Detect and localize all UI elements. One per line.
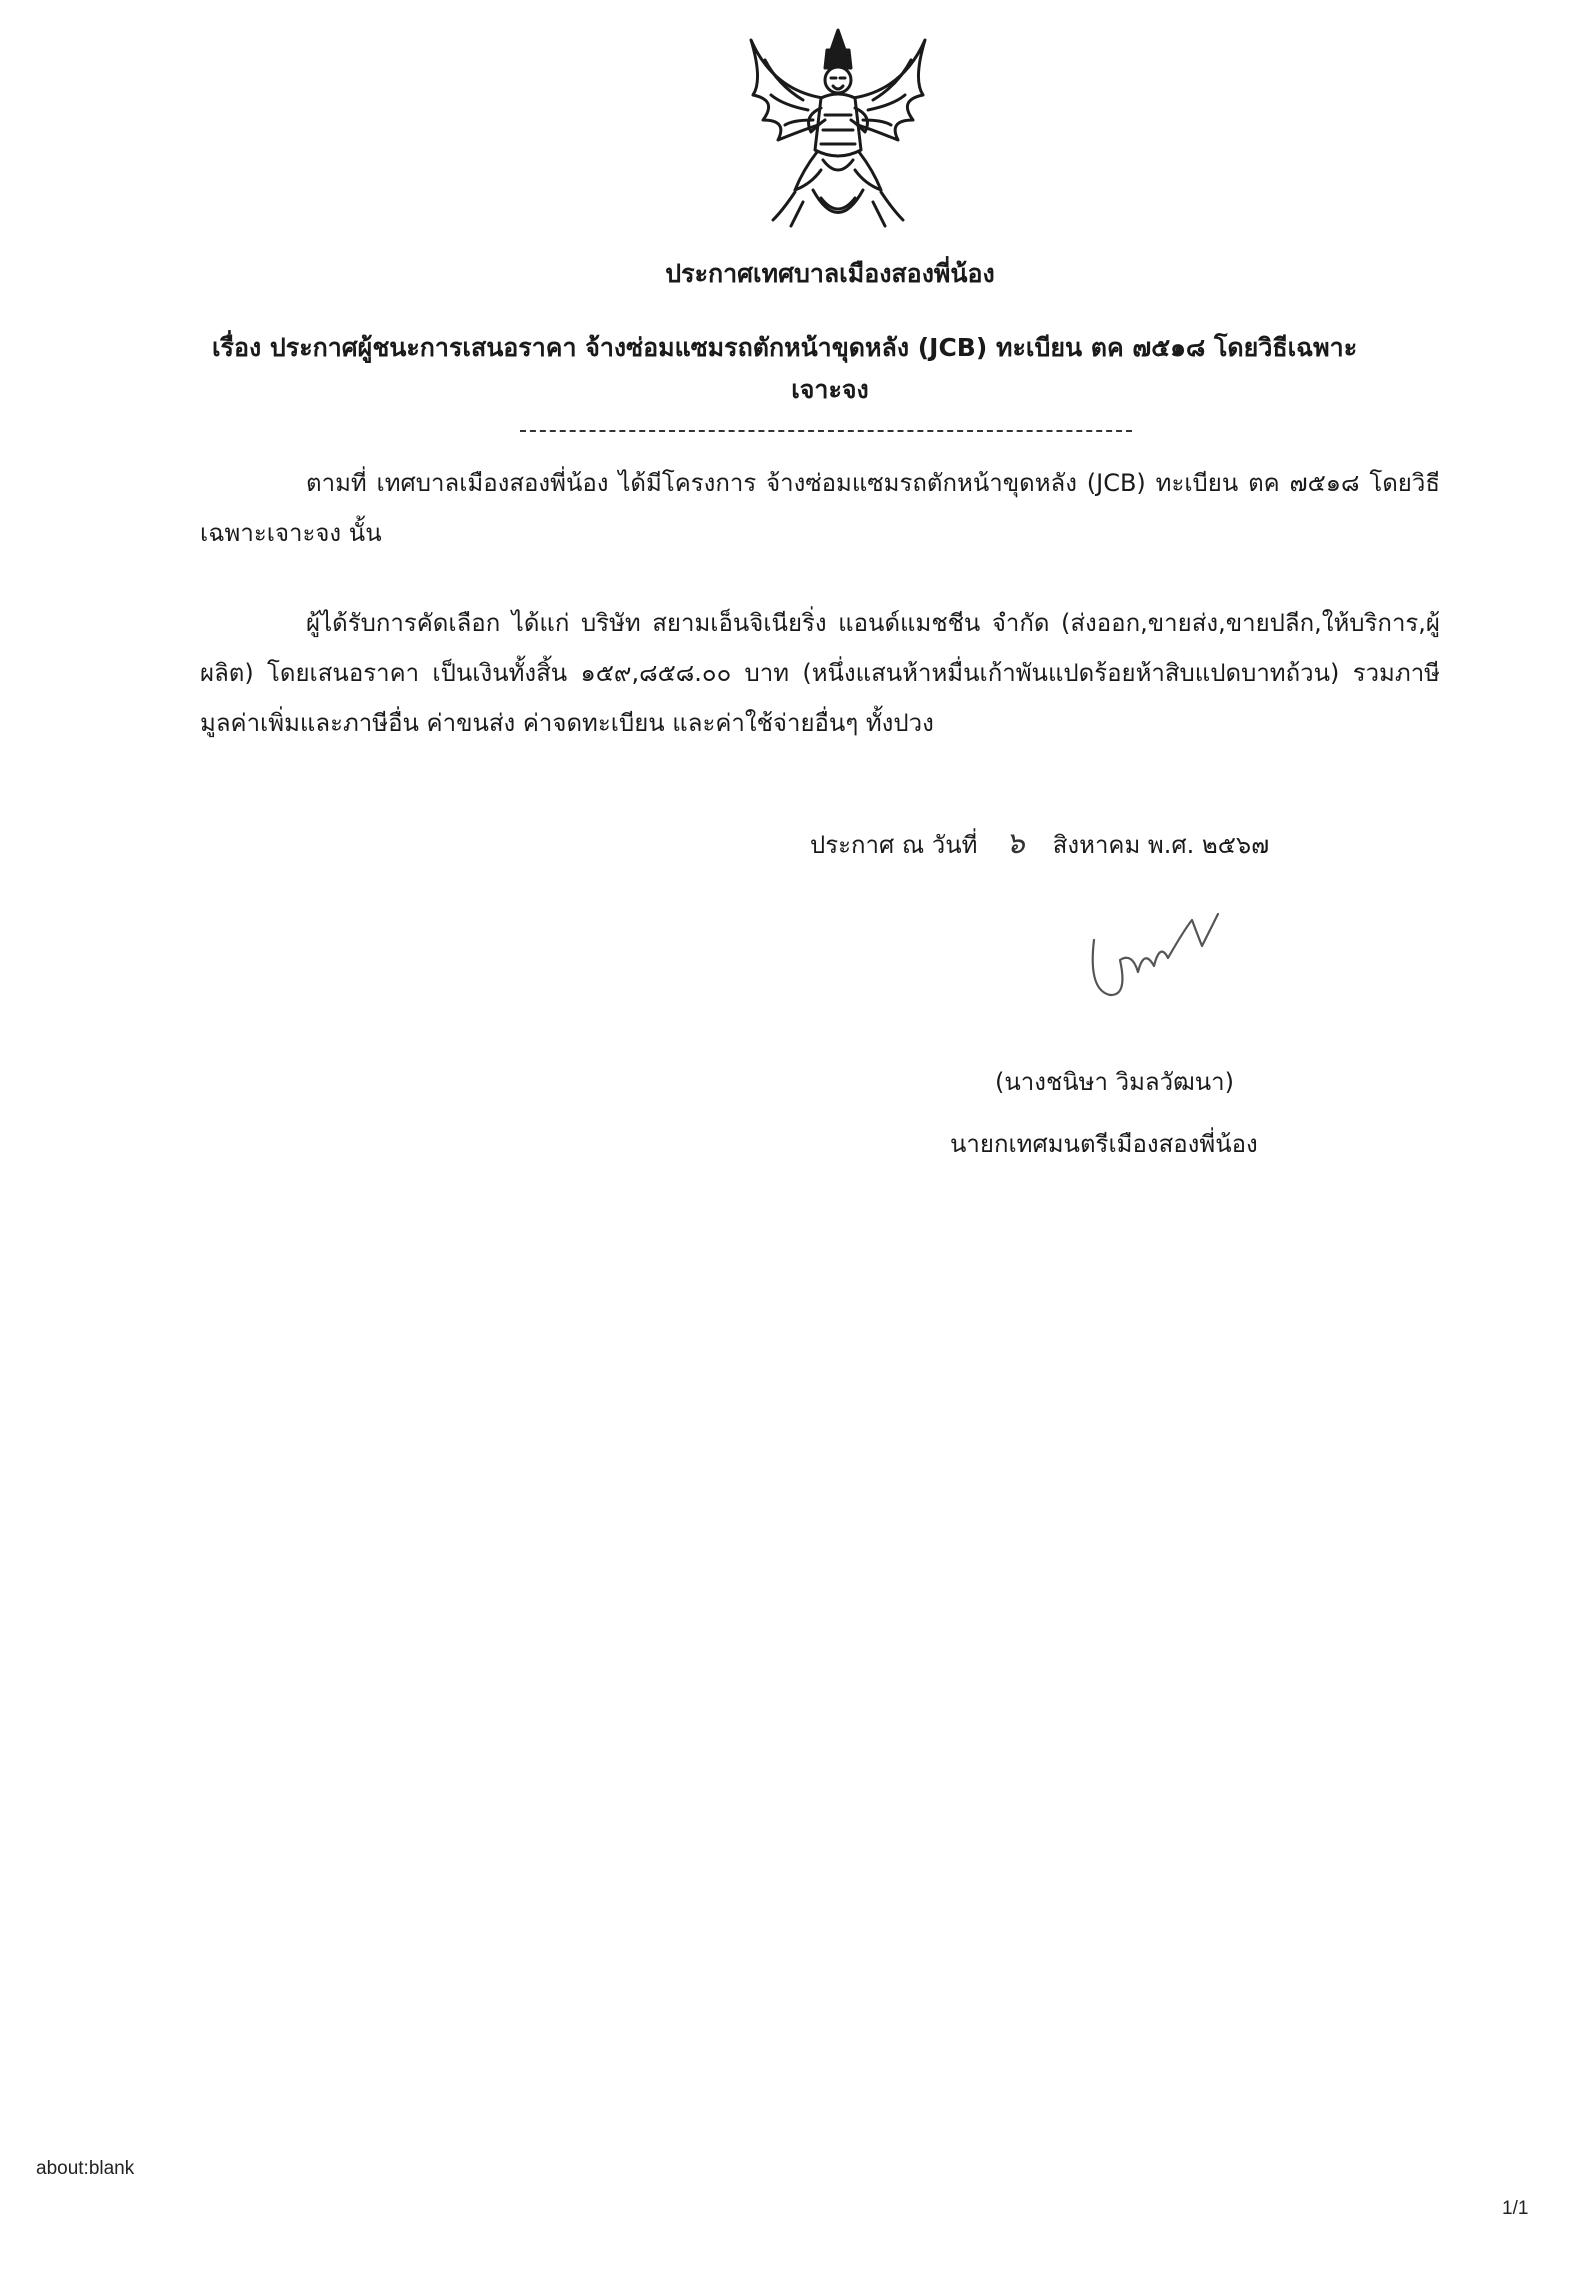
- date-month-year: สิงหาคม พ.ศ. ๒๕๖๗: [1052, 831, 1270, 859]
- footer-page-number: 1/1: [1502, 2198, 1529, 2219]
- page-title: ประกาศเทศบาลเมืองสองพี่น้อง: [665, 259, 995, 288]
- garuda-emblem-icon: [733, 20, 943, 240]
- subject-line-continued: เจาะจง: [791, 375, 869, 404]
- divider: [520, 430, 1132, 432]
- date-prefix: ประกาศ ณ วันที่: [810, 831, 978, 859]
- subject-line: เรื่อง ประกาศผู้ชนะการเสนอราคา จ้างซ่อมแซมรถตักหน้าขุดหลัง (JCB) ทะเบียน ตค ๗๕๑๘ โดยวิธีเฉพาะ: [212, 333, 1358, 362]
- footer-url: about:blank: [36, 2158, 135, 2179]
- signature-icon: [1080, 900, 1230, 1010]
- body-paragraph-project: ตามที่ เทศบาลเมืองสองพี่น้อง ได้มีโครงการ จ้างซ่อมแซมรถตักหน้าขุดหลัง (JCB) ทะเบียน ตค ๗๕๑๘ โดยวิธีเฉพาะเจาะจง นั้น: [200, 469, 1440, 547]
- signer-name: (นางชนิษา วิมลวัฒนา): [995, 1068, 1234, 1096]
- announcement-date: [810, 820, 1269, 867]
- body-paragraph-winner: ผู้ได้รับการคัดเลือก ได้แก่ บริษัท สยามเอ็นจิเนียริ่ง แอนด์แมชชีน จำกัด (ส่งออก,ขายส่ง,ขายปลีก,ให้บริการ,ผู้ผลิต) โดยเสนอราคา เป็นเงินทั้งสิ้น ๑๕๙,๘๕๘.๐๐ บาท (หนึ่งแสนห้าหมื่นเก้าพันแปดร้อยห้าสิบแปดบาทถ้วน) รวมภาษีมูลค่าเพิ่มและภาษีอื่น ค่าขนส่ง ค่าจดทะเบียน และค่าใช้จ่ายอื่นๆ ทั้งปวง: [200, 609, 1440, 737]
- date-day-handwritten: ๖: [1005, 826, 1025, 861]
- signer-title: นายกเทศมนตรีเมืองสองพี่น้อง: [950, 1130, 1258, 1158]
